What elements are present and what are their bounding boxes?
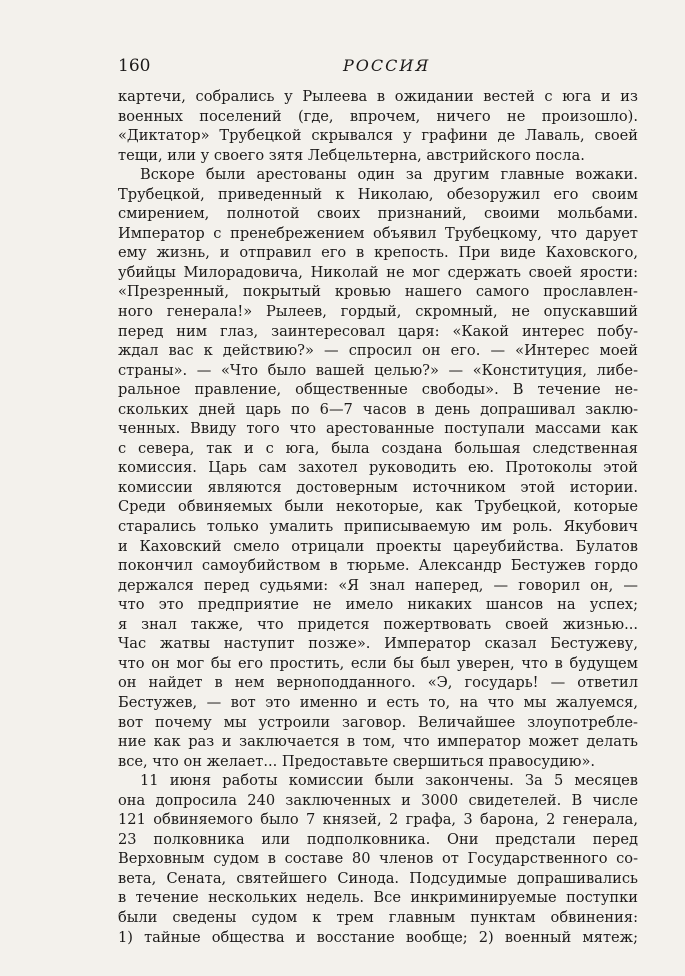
text-line: покончил самоубийством в тюрьме. Александр Бестужев гордо	[118, 557, 638, 575]
text-line: все, что он желает... Предоставьте свершиться правосудию».	[118, 752, 596, 770]
text-line: Трубецкой, приведенный к Николаю, обезоружил его своим	[118, 185, 638, 203]
text-line: перед ним глаз, заинтересовал царя: «Какой интерес побу-	[118, 322, 638, 340]
text-line: комиссии являются достоверным источником этой истории.	[118, 478, 638, 496]
text-line: 1) тайные общества и восстание вообще; 2) военный мятеж;	[118, 928, 638, 946]
text-line: ему жизнь, и отправил его в крепость. При виде Каховского,	[118, 244, 638, 262]
text-line: Верховным судом в составе 80 членов от Государственного со-	[118, 850, 638, 868]
text-line: Среди обвиняемых были некоторые, как Трубецкой, которые	[118, 498, 638, 516]
text-line: Час жатвы наступит позже». Император сказал Бестужеву,	[118, 635, 638, 653]
text-line: ждал вас к действию?» — спросил он его. — «Интерес моей	[118, 342, 638, 360]
text-line: что это предприятие не имело никаких шансов на успех;	[118, 596, 638, 614]
text-line: ние как раз и заключается в том, что император может делать	[118, 733, 638, 751]
text-line: 121 обвиняемого было 7 князей, 2 графа, 3 барона, 2 генерала,	[118, 811, 638, 829]
text-line: «Презренный, покрытый кровью нашего самого прославлен-	[118, 283, 638, 301]
text-line: 23 полковника или подполковника. Они предстали перед	[118, 830, 638, 848]
text-line: комиссия. Царь сам захотел руководить ею. Протоколы этой	[118, 459, 638, 477]
text-line: скольких дней царь по 6—7 часов в день допрашивал заклю-	[118, 400, 638, 418]
text-line: смирением, полнотой своих признаний, своими мольбами.	[118, 205, 638, 223]
text-line: вот почему мы устроили заговор. Величайшее злоупотребле-	[118, 713, 638, 731]
text-line: и Каховский смело отрицали проекты цареубийства. Булатов	[118, 537, 638, 555]
text-line: старались только умалить приписываемую им роль. Якубович	[118, 518, 638, 536]
text-line: Вскоре были арестованы один за другим главные вожаки.	[140, 166, 638, 184]
text-line: держался перед судьями: «Я знал наперед, — говорил он, —	[118, 576, 638, 594]
text-line: «Диктатор» Трубецкой скрывался у графини де Лаваль, своей	[118, 127, 638, 145]
text-line: военных поселений (где, впрочем, ничего не произошло).	[118, 107, 638, 125]
page-header	[118, 56, 638, 80]
text-line: страны». — «Что было вашей целью?» — «Конституция, либе-	[118, 361, 638, 379]
text-line: что он мог бы его простить, если бы был уверен, что в будущем	[118, 654, 638, 672]
running-head: РОССИЯ	[343, 56, 431, 75]
text-line: Император с пренебрежением объявил Трубецкому, что дарует	[118, 224, 638, 242]
text-line: убийцы Милорадовича, Николай не мог сдержать своей ярости:	[118, 263, 638, 281]
text-line: с севера, так и с юга, была создана большая следственная	[118, 439, 638, 457]
text-line: в течение нескольких недель. Все инкриминируемые поступки	[118, 889, 638, 907]
text-line: были сведены судом к трем главным пунктам обвинения:	[118, 908, 638, 926]
text-line: ральное правление, общественные свободы». В течение не-	[118, 381, 638, 399]
text-line: вета, Сената, святейшего Синода. Подсудимые допрашивались	[118, 869, 638, 887]
text-line: ного генерала!» Рылеев, гордый, скромный, не опускавший	[118, 303, 638, 321]
page-number: 160	[118, 56, 151, 76]
text-line: картечи, собрались у Рылеева в ожидании вестей с юга и из	[118, 88, 638, 105]
text-line: тещи, или у своего зятя Лебцельтерна, австрийского посла.	[118, 146, 585, 164]
text-line: 11 июня работы комиссии были закончены. За 5 месяцев	[140, 772, 638, 790]
text-line: я знал также, что придется пожертвовать своей жизнью...	[118, 615, 638, 633]
text-line: она допросила 240 заключенных и 3000 свидетелей. В числе	[118, 791, 638, 809]
text-line: он найдет в нем верноподданного. «Э, государь! — ответил	[118, 674, 638, 692]
text-line: Бестужев, — вот это именно и есть то, на что мы жалуемся,	[118, 693, 638, 711]
body-text	[118, 87, 638, 947]
text-line: ченных. Ввиду того что арестованные поступали массами как	[118, 420, 638, 438]
